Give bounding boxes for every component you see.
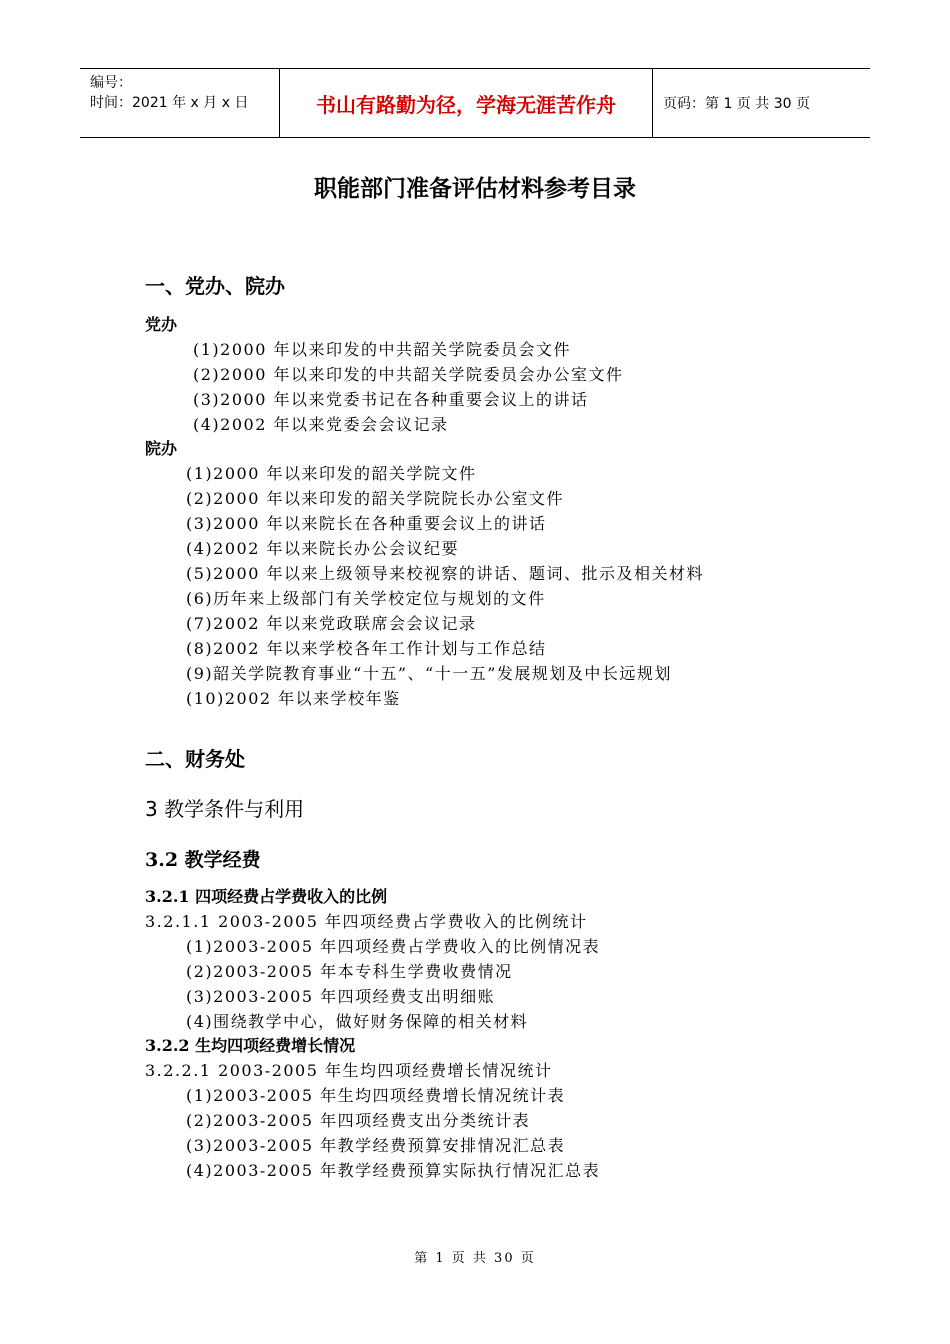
page-footer: 第 1 页 共 30 页 [414,1251,536,1266]
list-item: (4)围绕教学中心，做好财务保障的相关材料 [186,1012,529,1031]
list-item: (3)2000 年以来院长在各种重要会议上的讲话 [186,514,547,533]
header-table [80,68,870,138]
list-item: (7)2002 年以来党政联席会会议记录 [186,614,477,633]
part2-subheading: 3.2.2.1 2003-2005 年生均四项经费增长情况统计 [145,1061,553,1080]
list-item: (1)2000 年以来印发的中共韶关学院委员会文件 [193,340,571,359]
list-item: (3)2003-2005 年四项经费支出明细账 [186,987,496,1006]
party-office-label: 党办 [145,315,178,334]
list-item: (4)2002 年以来院长办公会议纪要 [186,539,459,558]
section1-heading: 一、党办、院办 [145,274,285,298]
list-item: (10)2002 年以来学校年鉴 [186,689,401,708]
list-item: (3)2003-2005 年教学经费预算安排情况汇总表 [186,1136,566,1155]
time-label: 时间：2021 年 x 月 x 日 [90,95,249,111]
document-title: 职能部门准备评估材料参考目录 [314,176,636,202]
motto: 书山有路勤为径，学海无涯苦作舟 [280,69,653,137]
list-item: (2)2003-2005 年本专科生学费收费情况 [186,962,513,981]
list-item: (2)2003-2005 年四项经费支出分类统计表 [186,1111,531,1130]
list-item: (9)韶关学院教育事业“十五”、“十一五”发展规划及中长远规划 [186,664,672,683]
list-item: (2)2000 年以来印发的韶关学院院长办公室文件 [186,489,564,508]
list-item: (8)2002 年以来学校各年工作计划与工作总结 [186,639,547,658]
list-item: (1)2003-2005 年四项经费占学费收入的比例情况表 [186,937,601,956]
part2-heading: 3.2.2 生均四项经费增长情况 [145,1036,356,1055]
part1-subheading: 3.2.1.1 2003-2005 年四项经费占学费收入的比例统计 [145,912,588,931]
header-left-cell [80,69,280,137]
list-item: (1)2000 年以来印发的韶关学院文件 [186,464,477,483]
section2-heading: 二、财务处 [145,747,245,771]
list-item: (4)2003-2005 年教学经费预算实际执行情况汇总表 [186,1161,601,1180]
list-item: (6)历年来上级部门有关学校定位与规划的文件 [186,589,546,608]
chapter-heading: 3 教学条件与利用 [145,797,305,821]
college-office-label: 院办 [145,439,178,458]
list-item: (3)2000 年以来党委书记在各种重要会议上的讲话 [193,390,589,409]
part1-heading: 3.2.1 四项经费占学费收入的比例 [145,887,388,906]
page-info: 页码：第 1 页 共 30 页 [663,96,810,112]
list-item: (5)2000 年以来上级领导来校视察的讲话、题词、批示及相关材料 [186,564,704,583]
subchapter-heading: 3.2 教学经费 [145,849,261,871]
list-item: (4)2002 年以来党委会会议记录 [193,415,449,434]
list-item: (1)2003-2005 年生均四项经费增长情况统计表 [186,1086,566,1105]
list-item: (2)2000 年以来印发的中共韶关学院委员会办公室文件 [193,365,624,384]
number-label: 编号： [90,75,132,91]
